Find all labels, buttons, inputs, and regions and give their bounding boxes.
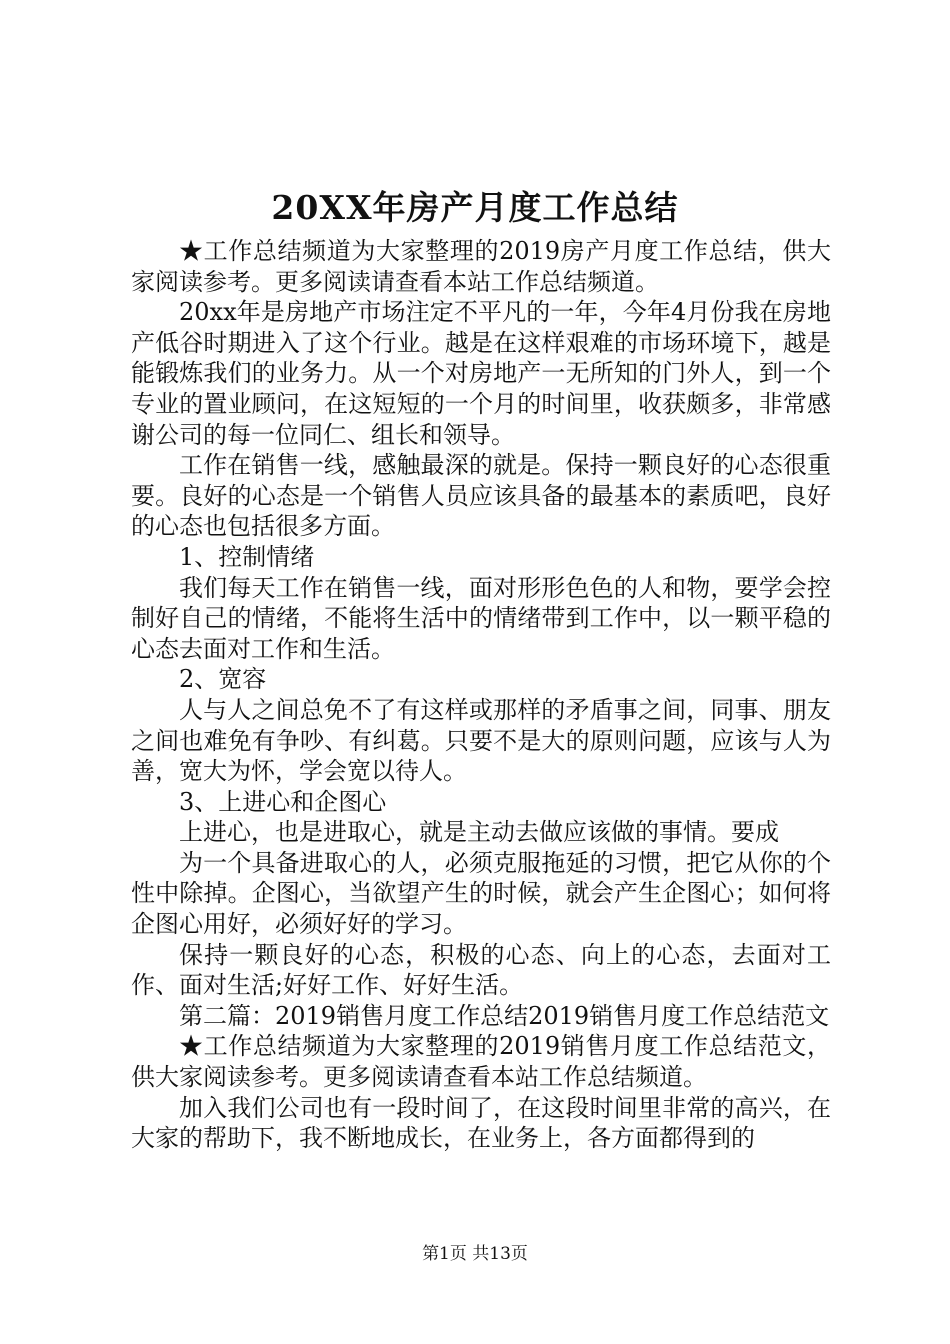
document-title: 20XX年房产月度工作总结 bbox=[271, 188, 679, 227]
section-heading: 3、上进心和企图心 bbox=[179, 787, 387, 816]
paragraph: 保持一颗良好的心态，积极的心态、向上的心态，去面对工作、面对生活;好好工作、好好生活。 bbox=[131, 940, 831, 1000]
paragraph-intro: ★工作总结频道为大家整理的2019销售月度工作总结范文，供大家阅读参考。更多阅读请查看本站工作总结频道。 bbox=[131, 1032, 831, 1092]
paragraph: 我们每天工作在销售一线，面对形形色色的人和物，要学会控制好自己的情绪，不能将生活中的情绪带到工作中，以一颗平稳的心态去面对工作和生活。 bbox=[131, 573, 831, 663]
section-heading: 2、宽容 bbox=[179, 665, 267, 694]
paragraph: 上进心，也是进取心，就是主动去做应该做的事情。要成 bbox=[179, 818, 779, 847]
paragraph: 20xx年是房地产市场注定不平凡的一年，今年4月份我在房地产低谷时期进入了这个行业。越是在这样艰难的市场环境下，越是能锻炼我们的业务力。从一个对房地产一无所知的门外人，到一个专业的置业顾问，在这短短的一个月的时间里，收获颇多，非常感谢公司的每一位同仁、组长和领导。 bbox=[131, 298, 831, 449]
page-footer: 第1页 共13页 bbox=[422, 1244, 528, 1264]
section-heading: 1、控制情绪 bbox=[179, 542, 315, 571]
paragraph: 为一个具备进取心的人，必须克服拖延的习惯，把它从你的个性中除掉。企图心，当欲望产生的时候，就会产生企图心；如何将企图心用好，必须好好的学习。 bbox=[131, 848, 831, 939]
paragraph: 工作在销售一线，感触最深的就是。保持一颗良好的心态很重要。良好的心态是一个销售人员应该具备的最基本的素质吧，良好的心态也包括很多方面。 bbox=[131, 451, 831, 541]
document-body bbox=[131, 236, 831, 1154]
paragraph: 加入我们公司也有一段时间了，在这段时间里非常的高兴，在大家的帮助下，我不断地成长，在业务上，各方面都得到的 bbox=[131, 1093, 831, 1153]
paragraph-intro: ★工作总结频道为大家整理的2019房产月度工作总结，供大家阅读参考。更多阅读请查看本站工作总结频道。 bbox=[131, 237, 831, 296]
chapter-heading: 第二篇：2019销售月度工作总结2019销售月度工作总结范文 bbox=[179, 1001, 830, 1030]
paragraph: 人与人之间总免不了有这样或那样的矛盾事之间，同事、朋友之间也难免有争吵、有纠葛。只要不是大的原则问题，应该与人为善，宽大为怀，学会宽以待人。 bbox=[131, 695, 831, 786]
